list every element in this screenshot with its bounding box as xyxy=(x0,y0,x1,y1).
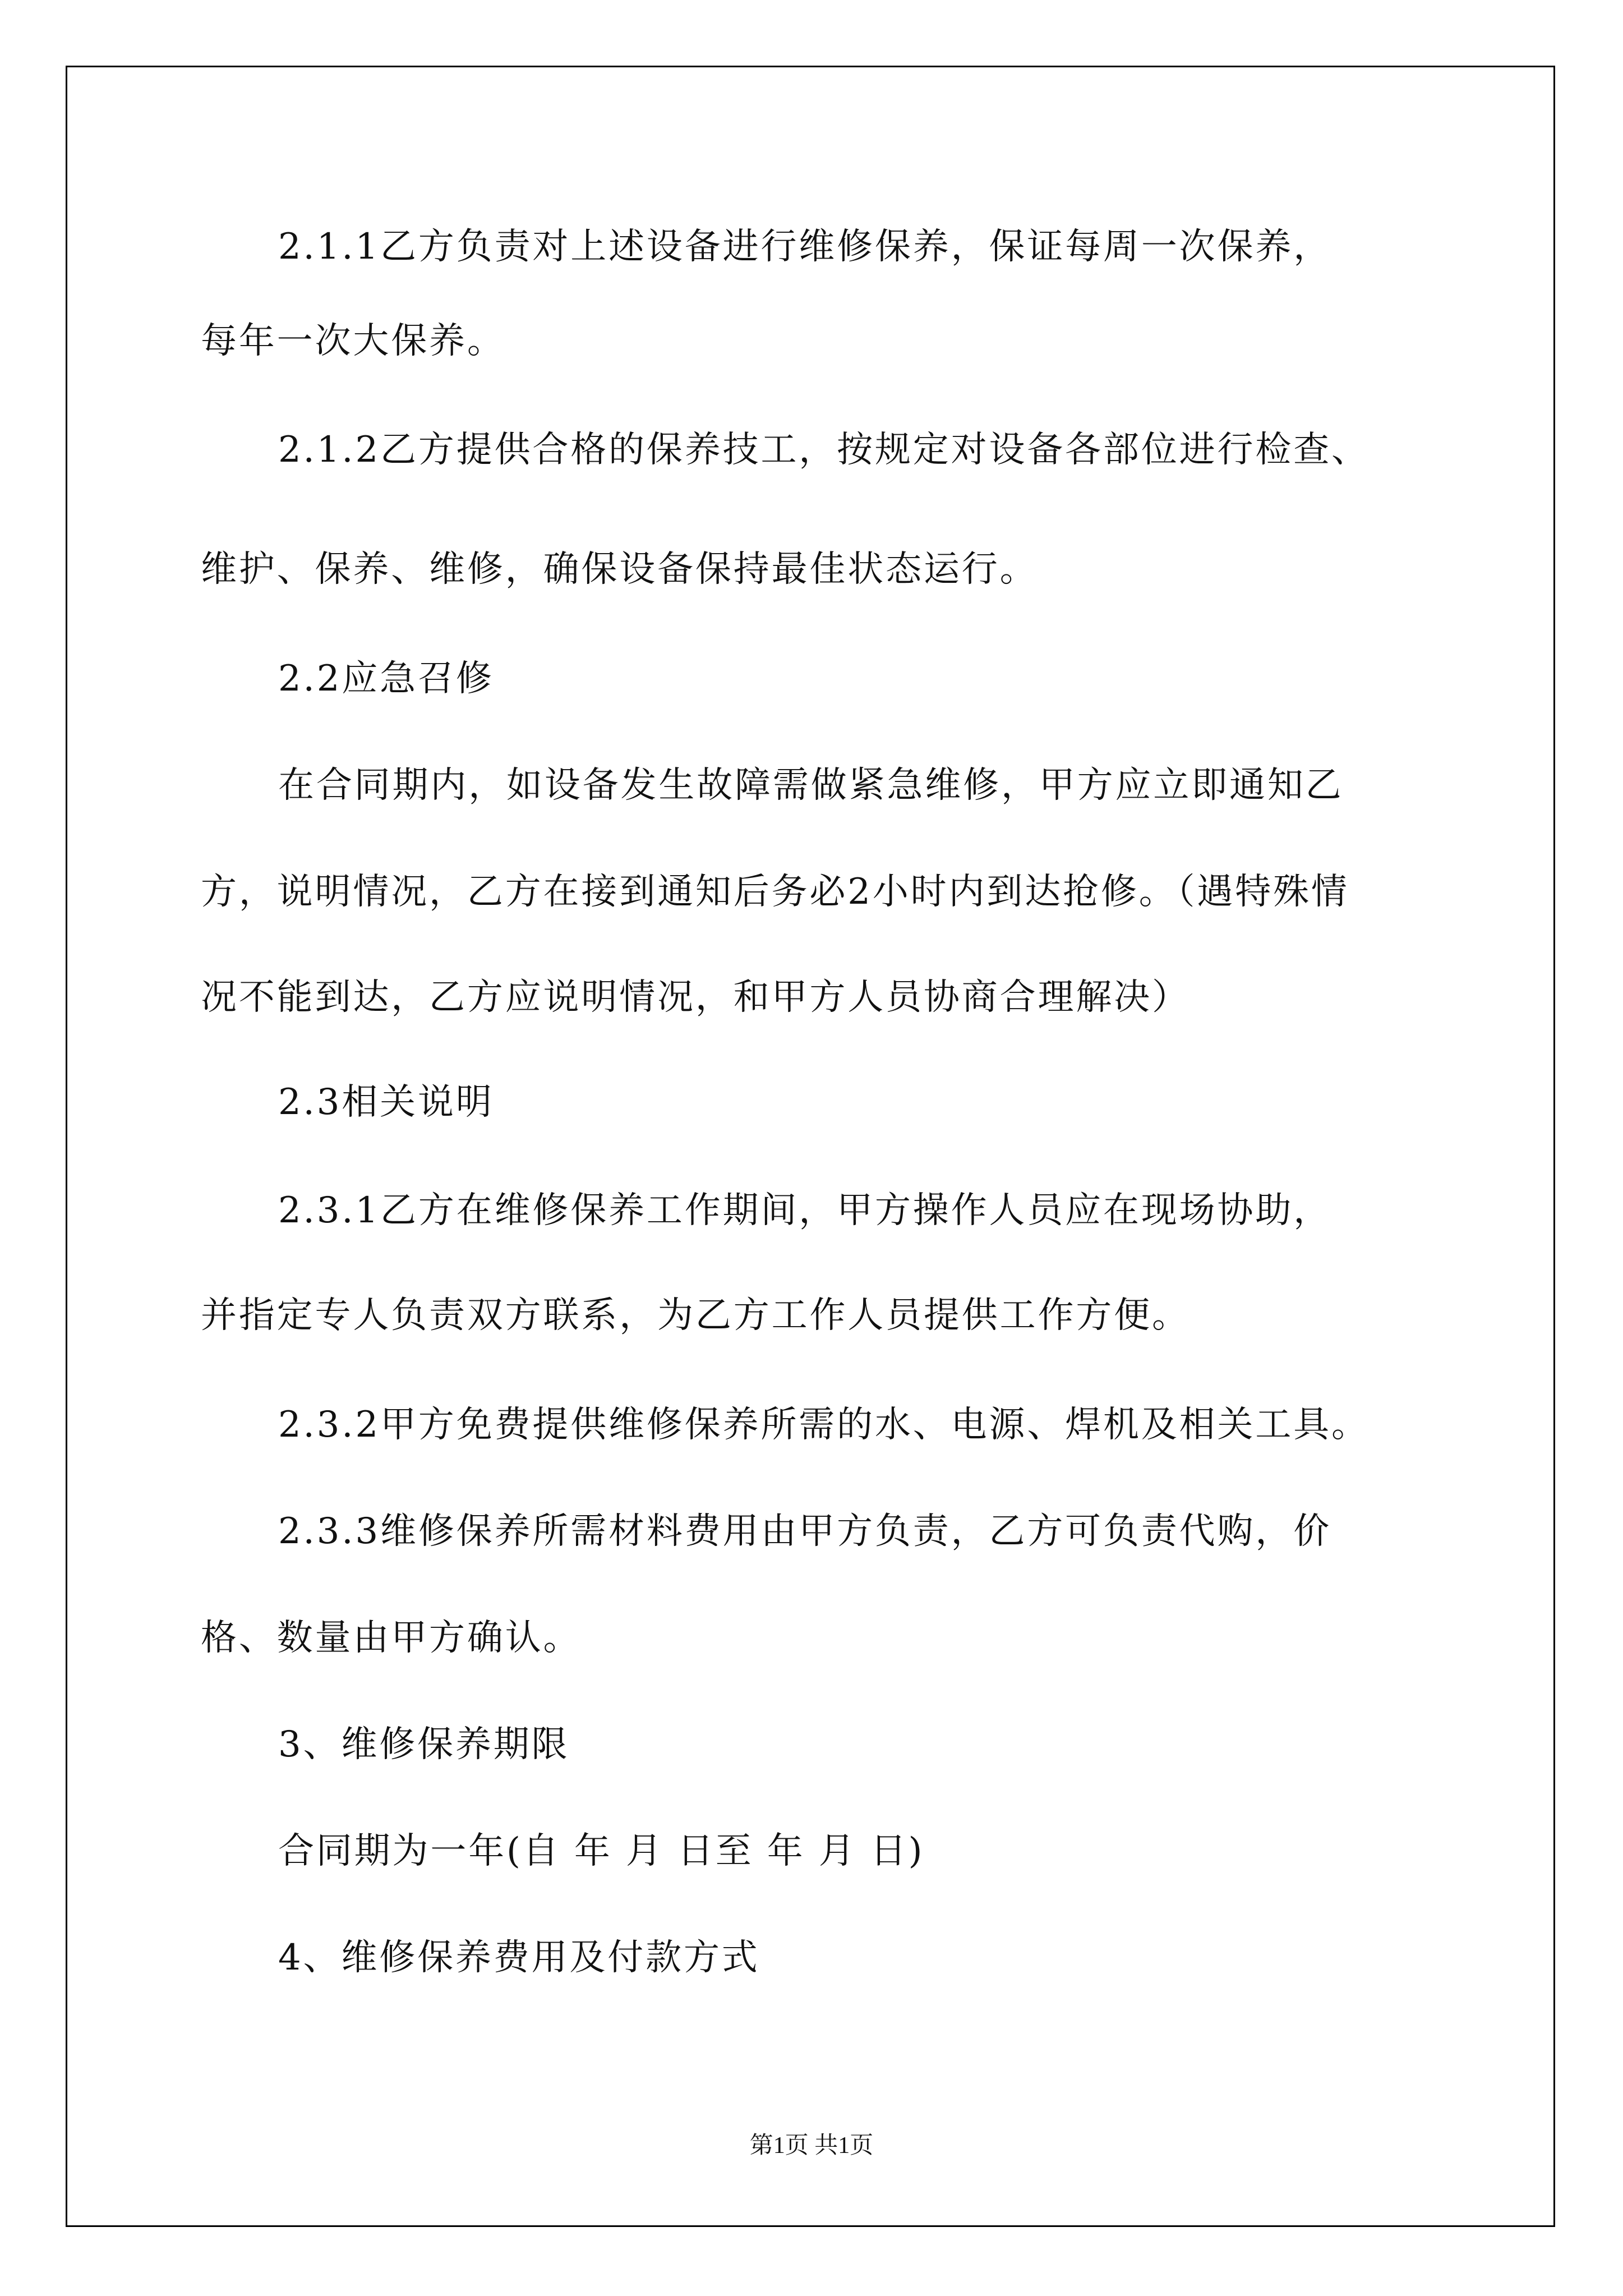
paragraph-2-3-3-line-1: 2.3.3维修保养所需材料费用由甲方负责，乙方可负责代购，价 xyxy=(278,1511,1332,1552)
paragraph-2-3-1-line-1: 2.3.1乙方在维修保养工作期间，甲方操作人员应在现场协助， xyxy=(278,1190,1332,1231)
paragraph-2-1-1-line-2: 每年一次大保养。 xyxy=(201,320,505,362)
contract-period-line: 合同期为一年(自 年 月 日至 年 月 日) xyxy=(278,1830,925,1872)
paragraph-2-2-line-2: 方，说明情况，乙方在接到通知后务必2小时内到达抢修。（遇特殊情 xyxy=(201,871,1349,913)
heading-2-2: 2.2应急召修 xyxy=(278,658,494,700)
heading-3: 3、维修保养期限 xyxy=(278,1724,570,1765)
paragraph-2-1-2-line-2: 维护、保养、维修，确保设备保持最佳状态运行。 xyxy=(201,549,1038,590)
paragraph-2-3-1-line-2: 并指定专人负责双方联系，为乙方工作人员提供工作方便。 xyxy=(201,1295,1190,1336)
paragraph-2-2-line-3: 况不能到达，乙方应说明情况，和甲方人员协商合理解决） xyxy=(201,977,1190,1018)
paragraph-2-2-line-1: 在合同期内，如设备发生故障需做紧急维修，甲方应立即通知乙 xyxy=(278,765,1344,806)
paragraph-2-1-2-line-1: 2.1.2乙方提供合格的保养技工，按规定对设备各部位进行检查、 xyxy=(278,429,1370,471)
page-footer: 第1页 共1页 xyxy=(749,2133,874,2159)
page-border xyxy=(66,66,1555,2227)
paragraph-2-3-2: 2.3.2甲方免费提供维修保养所需的水、电源、焊机及相关工具。 xyxy=(278,1404,1370,1446)
paragraph-2-1-1-line-1: 2.1.1乙方负责对上述设备进行维修保养，保证每周一次保养， xyxy=(278,226,1332,268)
heading-4: 4、维修保养费用及付款方式 xyxy=(278,1937,760,1978)
paragraph-2-3-3-line-2: 格、数量由甲方确认。 xyxy=(201,1617,582,1659)
heading-2-3: 2.3相关说明 xyxy=(278,1082,494,1123)
